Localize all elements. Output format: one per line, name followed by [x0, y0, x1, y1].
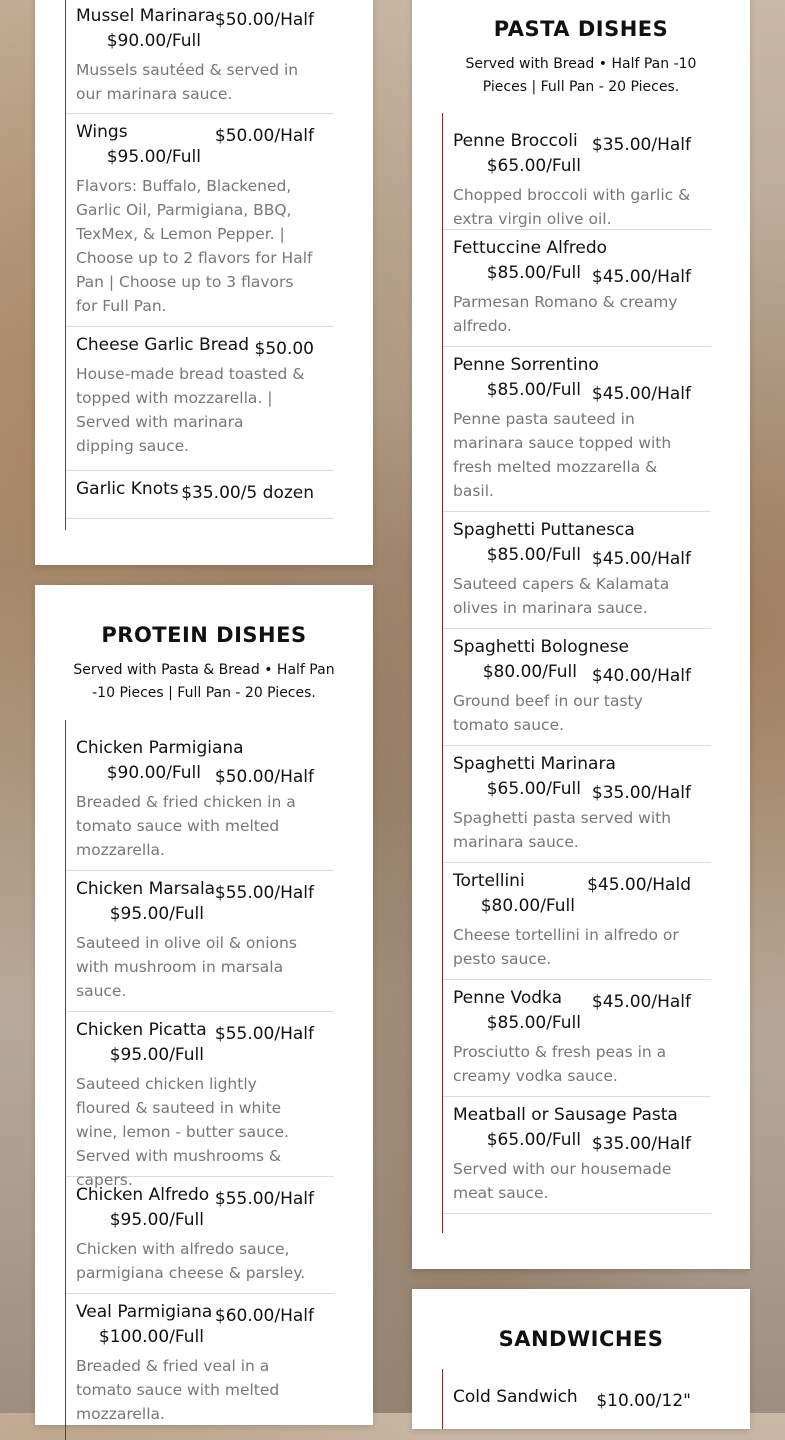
item-half-price: $50.00/Half: [214, 10, 314, 30]
item-full-price: $85.00/Full: [486, 545, 581, 565]
item-name: Fettuccine Alfredo: [453, 238, 608, 258]
item-full-price: $90.00/Full: [106, 31, 201, 51]
item-name: Cheese Garlic Bread: [76, 335, 250, 355]
item-name: Spaghetti Puttanesca: [453, 520, 635, 540]
item-name: Chicken Parmigiana: [76, 738, 244, 758]
item-name: Chicken Picatta: [76, 1020, 207, 1040]
item-half-price: $55.00/Half: [214, 1189, 314, 1209]
menu-item-penne-sorrentino: [443, 347, 711, 512]
item-price: $35.00/5 dozen: [181, 483, 314, 503]
item-full-price: $65.00/Full: [486, 1130, 581, 1150]
item-half-price: $45.00/Half: [591, 384, 691, 404]
item-half-price: $45.00/Half: [591, 549, 691, 569]
menu-item-tortellini: [443, 863, 711, 980]
item-name: Garlic Knots: [76, 479, 179, 499]
item-half-price: $35.00/Half: [591, 1134, 691, 1154]
menu-item-meatball-sausage-pasta: [443, 1097, 711, 1214]
item-description: Sauteed capers & Kalamata olives in marinara sauce.: [453, 575, 670, 617]
item-description: Sauteed in olive oil & onions with mushroom in marsala sauce.: [76, 934, 297, 1000]
item-description: Breaded & fried veal in a tomato sauce with melted mozzarella.: [76, 1357, 280, 1423]
menu-item-chicken-parmigiana: [66, 720, 334, 871]
item-description: Parmesan Romano & creamy alfredo.: [453, 293, 678, 335]
menu-item-mussel-marinara: [66, 0, 334, 114]
item-half-price: $60.00/Half: [214, 1306, 314, 1326]
item-description: Sauteed chicken lightly floured & sauteed in white wine, lemon - butter sauce. Served with mushrooms & capers.: [76, 1075, 289, 1189]
item-name: Meatball or Sausage Pasta: [453, 1105, 678, 1125]
item-name: Cold Sandwich: [453, 1387, 578, 1407]
item-name: Wings: [76, 122, 128, 142]
item-full-price: $80.00/Full: [480, 896, 575, 916]
section-title: PASTA DISHES: [493, 17, 669, 41]
item-description: Penne pasta sauteed in marinara sauce topped with fresh melted mozzarella & basil.: [453, 410, 672, 500]
item-half-price: $45.00/Hald: [587, 875, 691, 895]
menu-item-spaghetti-marinara: [443, 746, 711, 863]
item-full-price: $90.00/Full: [106, 763, 201, 783]
item-half-price: $45.00/Half: [591, 992, 691, 1012]
item-name: Penne Broccoli: [453, 131, 578, 151]
item-name: Spaghetti Bolognese: [453, 637, 630, 657]
item-name: Tortellini: [453, 871, 525, 891]
menu-item-garlic-knots: [66, 471, 334, 519]
item-half-price: $40.00/Half: [591, 666, 691, 686]
pasta-list: [442, 113, 711, 1233]
item-name: Chicken Alfredo: [76, 1185, 210, 1205]
item-half-price: $50.00/Half: [214, 767, 314, 787]
item-name: Penne Vodka: [453, 988, 562, 1008]
menu-item-veal-parmigiana: [66, 1294, 334, 1434]
item-description: Cheese tortellini in alfredo or pesto sauce.: [453, 926, 679, 968]
item-description: Flavors: Buffalo, Blackened, Garlic Oil, Parmigiana, BBQ, TexMex, & Lemon Pepper. | Choose up to 2 flavors for Half Pan | Choose up to 3 flavors for Full Pan.: [76, 177, 313, 315]
item-description: Chopped broccoli with garlic & extra virgin olive oil.: [453, 186, 691, 228]
item-description: Ground beef in our tasty tomato sauce.: [453, 692, 643, 734]
item-half-price: $45.00/Half: [591, 267, 691, 287]
item-description: Prosciutto & fresh peas in a creamy vodka sauce.: [453, 1043, 667, 1085]
item-full-price: $95.00/Full: [106, 147, 201, 167]
section-title: PROTEIN DISHES: [101, 623, 307, 647]
item-half-price: $50.00/Half: [214, 126, 314, 146]
sandwiches-card: [412, 1289, 750, 1429]
item-full-price: $85.00/Full: [486, 1013, 581, 1033]
item-full-price: $85.00/Full: [486, 263, 581, 283]
item-description: Mussels sautéed & served in our marinara sauce.: [76, 61, 299, 103]
item-full-price: $80.00/Full: [482, 662, 577, 682]
item-half-price: $35.00/Half: [591, 783, 691, 803]
item-description: Breaded & fried chicken in a tomato sauce with melted mozzarella.: [76, 793, 296, 859]
menu-item-spaghetti-puttanesca: [443, 512, 711, 629]
menu-item-penne-broccoli: [443, 113, 711, 230]
item-half-price: $35.00/Half: [591, 135, 691, 155]
item-full-price: $95.00/Full: [109, 904, 204, 924]
item-name: Penne Sorrentino: [453, 355, 599, 375]
item-description: Served with our housemade meat sauce.: [453, 1160, 672, 1202]
section-subtitle: Served with Bread • Half Pan -10 Pieces | Full Pan - 20 Pieces.: [465, 56, 697, 95]
item-name: Chicken Marsala: [76, 879, 216, 899]
menu-item-cheese-garlic-bread: [66, 327, 334, 471]
item-name: Spaghetti Marinara: [453, 754, 616, 774]
item-description: Spaghetti pasta served with marinara sauce.: [453, 809, 672, 851]
item-name: Mussel Marinara: [76, 6, 216, 26]
item-half-price: $55.00/Half: [214, 883, 314, 903]
menu-item-chicken-alfredo: [66, 1177, 334, 1294]
item-half-price: $55.00/Half: [214, 1024, 314, 1044]
section-subtitle: Served with Pasta & Bread • Half Pan -10 Pieces | Full Pan - 20 Pieces.: [73, 662, 335, 701]
menu-item-cold-sandwich: [443, 1369, 711, 1429]
item-full-price: $100.00/Full: [98, 1327, 204, 1347]
appetizers-list: [65, 0, 334, 530]
item-description: Chicken with alfredo sauce, parmigiana cheese & parsley.: [76, 1240, 306, 1282]
sandwiches-list: [442, 1369, 711, 1429]
item-name: Veal Parmigiana: [76, 1302, 213, 1322]
item-price: $50.00: [254, 339, 314, 359]
menu-item-chicken-marsala: [66, 871, 334, 1012]
menu-item-penne-vodka: [443, 980, 711, 1097]
appetizers-card: [35, 0, 373, 565]
item-full-price: $65.00/Full: [486, 156, 581, 176]
item-description: House-made bread toasted & topped with mozzarella. | Served with marinara dipping sauce.: [76, 365, 305, 455]
item-full-price: $85.00/Full: [486, 380, 581, 400]
pasta-dishes-card: [412, 0, 750, 1269]
protein-dishes-card: [35, 585, 373, 1425]
item-price: $10.00/12": [596, 1391, 691, 1411]
menu-item-fettuccine-alfredo: [443, 230, 711, 347]
item-full-price: $95.00/Full: [109, 1045, 204, 1065]
protein-list: [65, 720, 334, 1440]
menu-item-chicken-picatta: [66, 1012, 334, 1189]
section-title: SANDWICHES: [498, 1327, 664, 1351]
item-full-price: $65.00/Full: [486, 779, 581, 799]
menu-item-spaghetti-bolognese: [443, 629, 711, 746]
menu-item-wings: [66, 114, 334, 327]
item-full-price: $95.00/Full: [109, 1210, 204, 1230]
